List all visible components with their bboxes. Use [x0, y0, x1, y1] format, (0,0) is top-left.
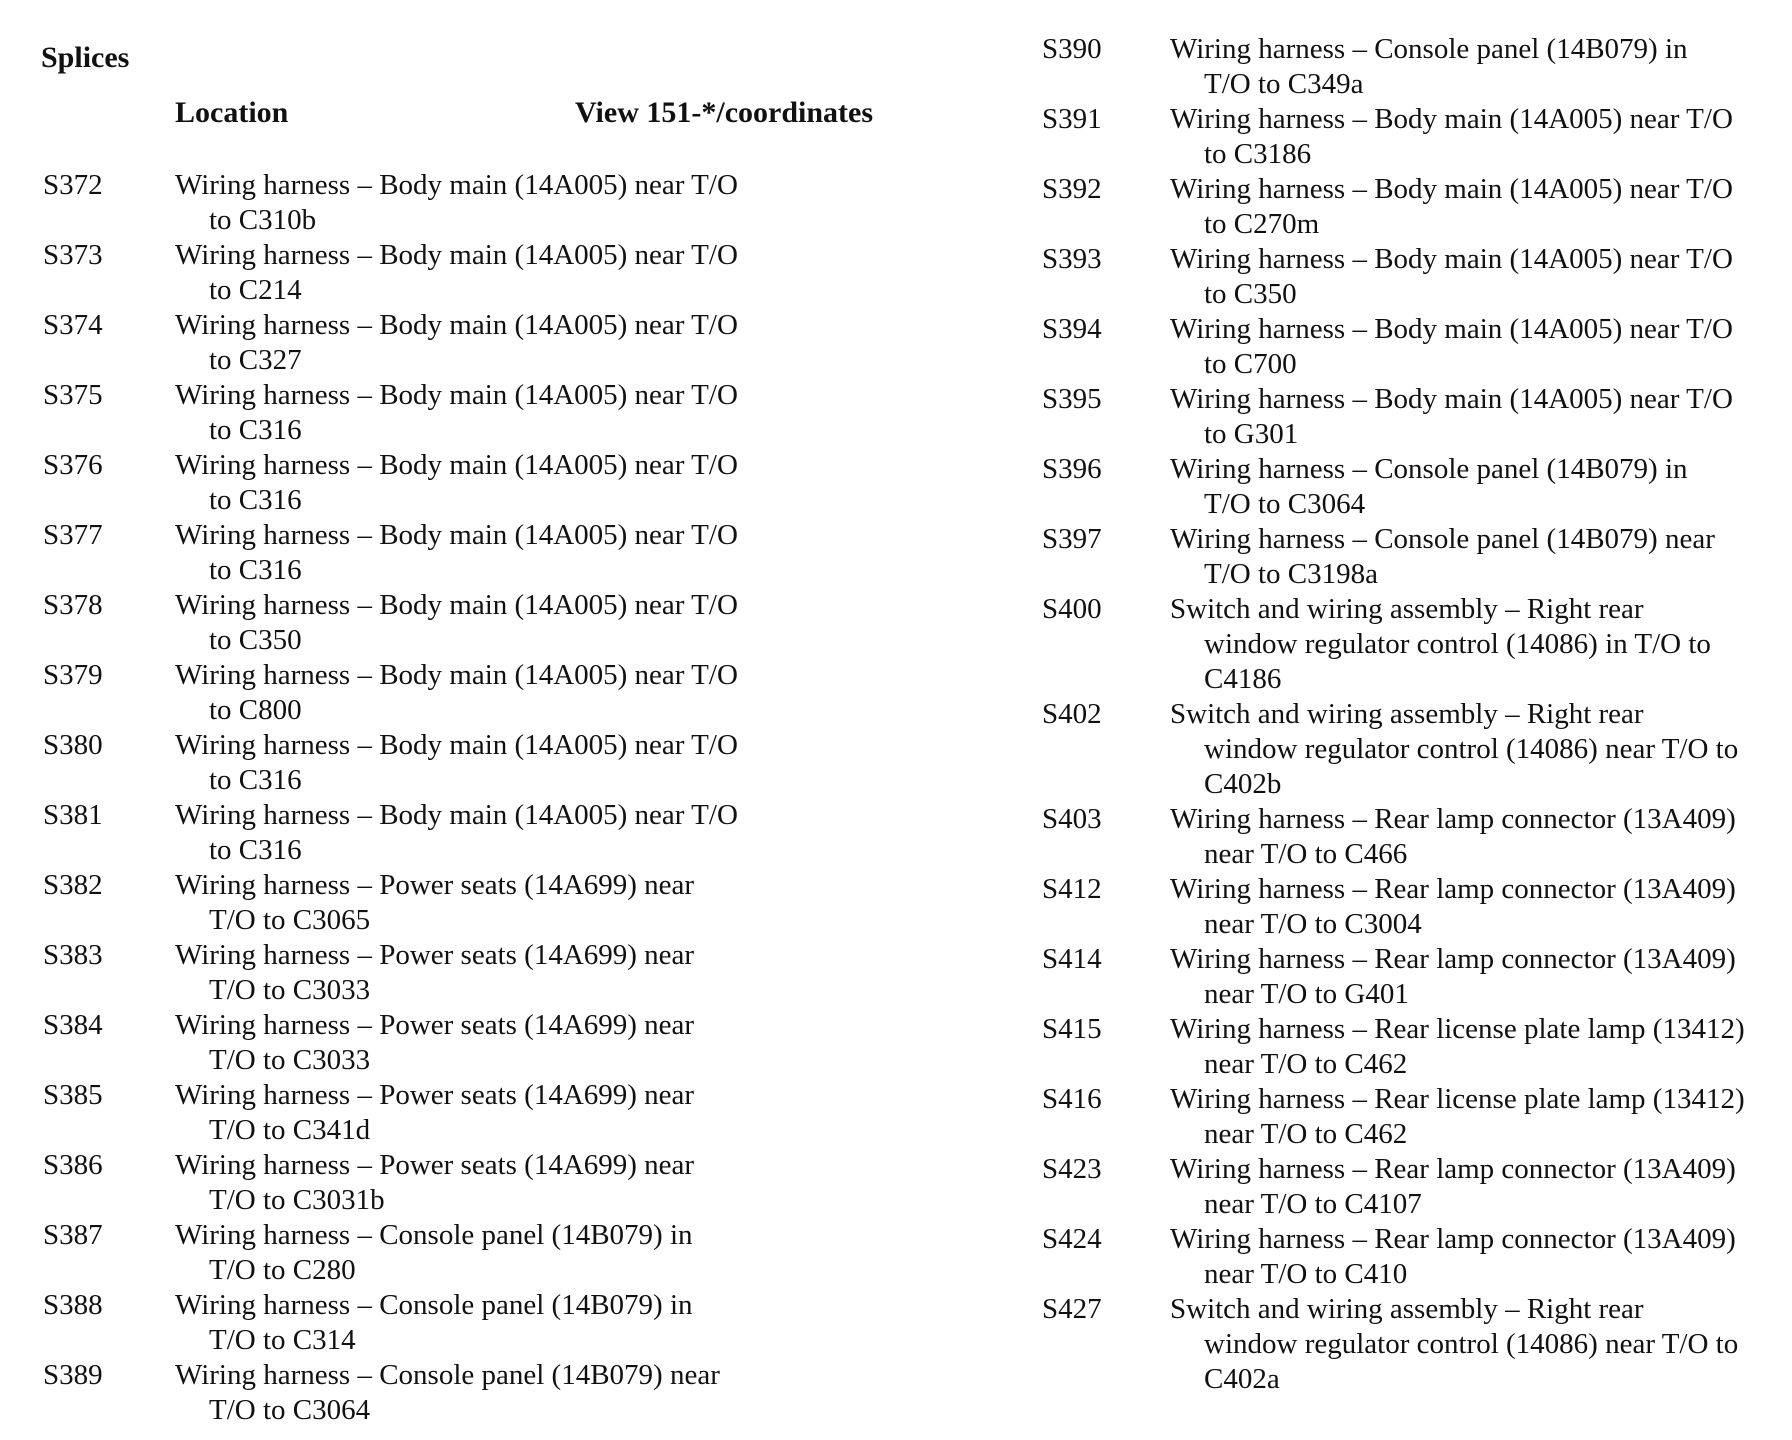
- splice-location-line: near T/O to C410: [1204, 1258, 1408, 1290]
- section-heading: Splices: [41, 41, 130, 74]
- splice-location-line: Wiring harness – Body main (14A005) near T/O: [1170, 103, 1733, 135]
- splice-location-line: C402a: [1204, 1363, 1280, 1395]
- splice-location: [175, 658, 738, 728]
- splice-location: [175, 448, 738, 518]
- splice-location-line: to C270m: [1204, 208, 1320, 240]
- splice-location-line: T/O to C3031b: [209, 1184, 385, 1216]
- splice-location-line: Wiring harness – Rear lamp connector (13A409): [1170, 1223, 1736, 1255]
- splice-location: [175, 168, 738, 238]
- splice-location-line: to C327: [209, 344, 302, 376]
- splice-code: S392: [1042, 173, 1102, 205]
- splice-location-line: Wiring harness – Body main (14A005) near T/O: [175, 309, 738, 341]
- splice-location-line: Switch and wiring assembly – Right rear: [1170, 1293, 1644, 1325]
- splice-location-line: T/O to C3198a: [1204, 558, 1378, 590]
- splice-location-line: Wiring harness – Body main (14A005) near T/O: [175, 659, 738, 691]
- splice-location: [1170, 1292, 1738, 1397]
- splice-location-line: Wiring harness – Power seats (14A699) near: [175, 1009, 695, 1041]
- splice-location-line: T/O to C349a: [1204, 68, 1364, 100]
- splice-location: [175, 238, 738, 308]
- splice-code: S376: [43, 449, 103, 481]
- splice-location: [1170, 522, 1715, 592]
- splice-location-line: Wiring harness – Power seats (14A699) near: [175, 1149, 695, 1181]
- splice-location-line: to C214: [209, 274, 302, 306]
- splice-location-line: T/O to C314: [209, 1324, 356, 1356]
- splice-code: S378: [43, 589, 103, 621]
- splice-code: S373: [43, 239, 103, 271]
- splice-code: S402: [1042, 698, 1102, 730]
- splice-location: [175, 1358, 720, 1428]
- splice-location-line: Wiring harness – Rear license plate lamp (13412): [1170, 1083, 1745, 1115]
- splice-location-line: Wiring harness – Body main (14A005) near T/O: [1170, 383, 1733, 415]
- splice-code: S382: [43, 869, 103, 901]
- splice-location-line: to C316: [209, 484, 302, 516]
- splice-location-line: to C800: [209, 694, 302, 726]
- splice-location: [175, 798, 738, 868]
- splice-location: [175, 938, 694, 1008]
- splice-code: S423: [1042, 1153, 1102, 1185]
- splice-location-line: to C316: [209, 764, 302, 796]
- splice-location: [1170, 452, 1688, 522]
- splice-location: [1170, 1012, 1745, 1082]
- splice-location: [1170, 1152, 1736, 1222]
- splice-location-line: to C700: [1204, 348, 1297, 380]
- splice-location-line: window regulator control (14086) near T/O to: [1204, 733, 1739, 765]
- splice-code: S391: [1042, 103, 1102, 135]
- splice-code: S374: [43, 309, 103, 341]
- splice-location: [1170, 172, 1733, 242]
- splice-location-line: T/O to C280: [209, 1254, 356, 1286]
- splice-location: [175, 1008, 694, 1078]
- splice-location-line: Wiring harness – Body main (14A005) near T/O: [1170, 173, 1733, 205]
- splice-location-line: Wiring harness – Body main (14A005) near T/O: [175, 169, 738, 201]
- splice-location-line: Wiring harness – Console panel (14B079) near: [175, 1359, 720, 1391]
- splice-location-line: T/O to C3033: [209, 1044, 371, 1076]
- splice-location-line: Wiring harness – Body main (14A005) near T/O: [175, 519, 738, 551]
- splice-location: [1170, 312, 1733, 382]
- splice-code: S385: [43, 1079, 103, 1111]
- splice-location-line: Wiring harness – Rear lamp connector (13A409): [1170, 803, 1736, 835]
- splice-location: [175, 378, 738, 448]
- splice-location: [175, 868, 694, 938]
- splice-location: [175, 1148, 694, 1218]
- splice-code: S386: [43, 1149, 103, 1181]
- splice-location-line: Wiring harness – Console panel (14B079) near: [1170, 523, 1715, 555]
- splice-location-line: C4186: [1204, 663, 1282, 695]
- splice-code: S383: [43, 939, 103, 971]
- splice-location: [1170, 382, 1733, 452]
- splice-location-line: Wiring harness – Body main (14A005) near T/O: [1170, 313, 1733, 345]
- splice-location: [175, 588, 738, 658]
- splice-location: [1170, 242, 1733, 312]
- splice-location-line: C402b: [1204, 768, 1282, 800]
- splice-location-line: near T/O to C462: [1204, 1048, 1408, 1080]
- splice-location-line: Wiring harness – Rear lamp connector (13A409): [1170, 873, 1736, 905]
- splice-location: [175, 518, 738, 588]
- splice-code: S393: [1042, 243, 1102, 275]
- splice-code: S394: [1042, 313, 1102, 345]
- splice-location-line: to C3186: [1204, 138, 1312, 170]
- splice-code: S395: [1042, 383, 1102, 415]
- splice-code: S403: [1042, 803, 1102, 835]
- splice-code: S372: [43, 169, 103, 201]
- splice-code: S414: [1042, 943, 1102, 975]
- splice-code: S377: [43, 519, 103, 551]
- splice-location: [175, 728, 738, 798]
- splice-location-line: Wiring harness – Body main (14A005) near T/O: [175, 799, 738, 831]
- splice-location-line: Switch and wiring assembly – Right rear: [1170, 593, 1644, 625]
- splice-code: S390: [1042, 33, 1102, 65]
- splice-code: S412: [1042, 873, 1102, 905]
- splice-location-line: Wiring harness – Rear license plate lamp (13412): [1170, 1013, 1745, 1045]
- splice-location-line: to C350: [209, 624, 302, 656]
- splice-code: S400: [1042, 593, 1102, 625]
- splice-location-line: Wiring harness – Body main (14A005) near T/O: [175, 379, 738, 411]
- location-column-header: Location: [175, 96, 289, 129]
- splice-location-line: Wiring harness – Console panel (14B079) in: [175, 1289, 693, 1321]
- splice-location-line: Wiring harness – Console panel (14B079) in: [1170, 453, 1688, 485]
- splice-location-line: window regulator control (14086) near T/O to: [1204, 1328, 1739, 1360]
- splice-location: [1170, 592, 1711, 697]
- splice-code: S416: [1042, 1083, 1102, 1115]
- splice-code: S379: [43, 659, 103, 691]
- splice-location-line: near T/O to C466: [1204, 838, 1408, 870]
- splice-location-line: Wiring harness – Body main (14A005) near T/O: [175, 239, 738, 271]
- splice-location-line: near T/O to G401: [1204, 978, 1409, 1010]
- splice-location-line: window regulator control (14086) in T/O to: [1204, 628, 1711, 660]
- splice-location-line: near T/O to C462: [1204, 1118, 1408, 1150]
- splice-code: S381: [43, 799, 103, 831]
- splice-code: S387: [43, 1219, 103, 1251]
- splice-location: [175, 308, 738, 378]
- splice-location: [1170, 942, 1736, 1012]
- splice-location-line: Wiring harness – Body main (14A005) near T/O: [1170, 243, 1733, 275]
- view-coordinates-column-header: View 151-*/coordinates: [575, 96, 874, 129]
- splice-code: S380: [43, 729, 103, 761]
- splice-location: [175, 1078, 694, 1148]
- splice-code: S415: [1042, 1013, 1102, 1045]
- splice-code: S424: [1042, 1223, 1102, 1255]
- splice-location-line: Wiring harness – Body main (14A005) near T/O: [175, 449, 738, 481]
- splice-location-line: Wiring harness – Console panel (14B079) in: [1170, 33, 1688, 65]
- splice-location: [175, 1288, 693, 1358]
- splice-location-line: to C316: [209, 554, 302, 586]
- splice-location: [1170, 1082, 1745, 1152]
- splice-location: [1170, 872, 1736, 942]
- splice-location-line: to C316: [209, 414, 302, 446]
- splice-location-line: near T/O to C3004: [1204, 908, 1422, 940]
- splice-location: [1170, 102, 1733, 172]
- splice-location-line: to C310b: [209, 204, 317, 236]
- splice-location-line: T/O to C3033: [209, 974, 371, 1006]
- splice-location-line: Wiring harness – Body main (14A005) near T/O: [175, 589, 738, 621]
- splice-code: S384: [43, 1009, 103, 1041]
- splice-location-line: to C350: [1204, 278, 1297, 310]
- splice-location: [1170, 32, 1688, 102]
- splice-location: [175, 1218, 693, 1288]
- splice-location-line: Wiring harness – Body main (14A005) near T/O: [175, 729, 738, 761]
- splice-location-line: T/O to C341d: [209, 1114, 371, 1146]
- splice-code: S389: [43, 1359, 103, 1391]
- splice-location-line: Switch and wiring assembly – Right rear: [1170, 698, 1644, 730]
- splice-location: [1170, 1222, 1736, 1292]
- splice-code: S397: [1042, 523, 1102, 555]
- splice-location: [1170, 697, 1738, 802]
- splice-location: [1170, 802, 1736, 872]
- splice-code: S388: [43, 1289, 103, 1321]
- splice-location-line: Wiring harness – Rear lamp connector (13A409): [1170, 943, 1736, 975]
- splice-location-line: Wiring harness – Console panel (14B079) in: [175, 1219, 693, 1251]
- splice-location-line: T/O to C3065: [209, 904, 371, 936]
- splice-location-line: Wiring harness – Power seats (14A699) near: [175, 939, 695, 971]
- splice-code: S427: [1042, 1293, 1102, 1325]
- splice-location-line: to G301: [1204, 418, 1299, 450]
- splice-code: S396: [1042, 453, 1102, 485]
- splice-location-line: Wiring harness – Power seats (14A699) near: [175, 1079, 695, 1111]
- splice-location-line: T/O to C3064: [1204, 488, 1366, 520]
- splice-location-line: Wiring harness – Power seats (14A699) near: [175, 869, 695, 901]
- splice-location-line: to C316: [209, 834, 302, 866]
- splice-location-line: Wiring harness – Rear lamp connector (13A409): [1170, 1153, 1736, 1185]
- splice-code: S375: [43, 379, 103, 411]
- splice-location-line: near T/O to C4107: [1204, 1188, 1422, 1220]
- splice-location-line: T/O to C3064: [209, 1394, 371, 1426]
